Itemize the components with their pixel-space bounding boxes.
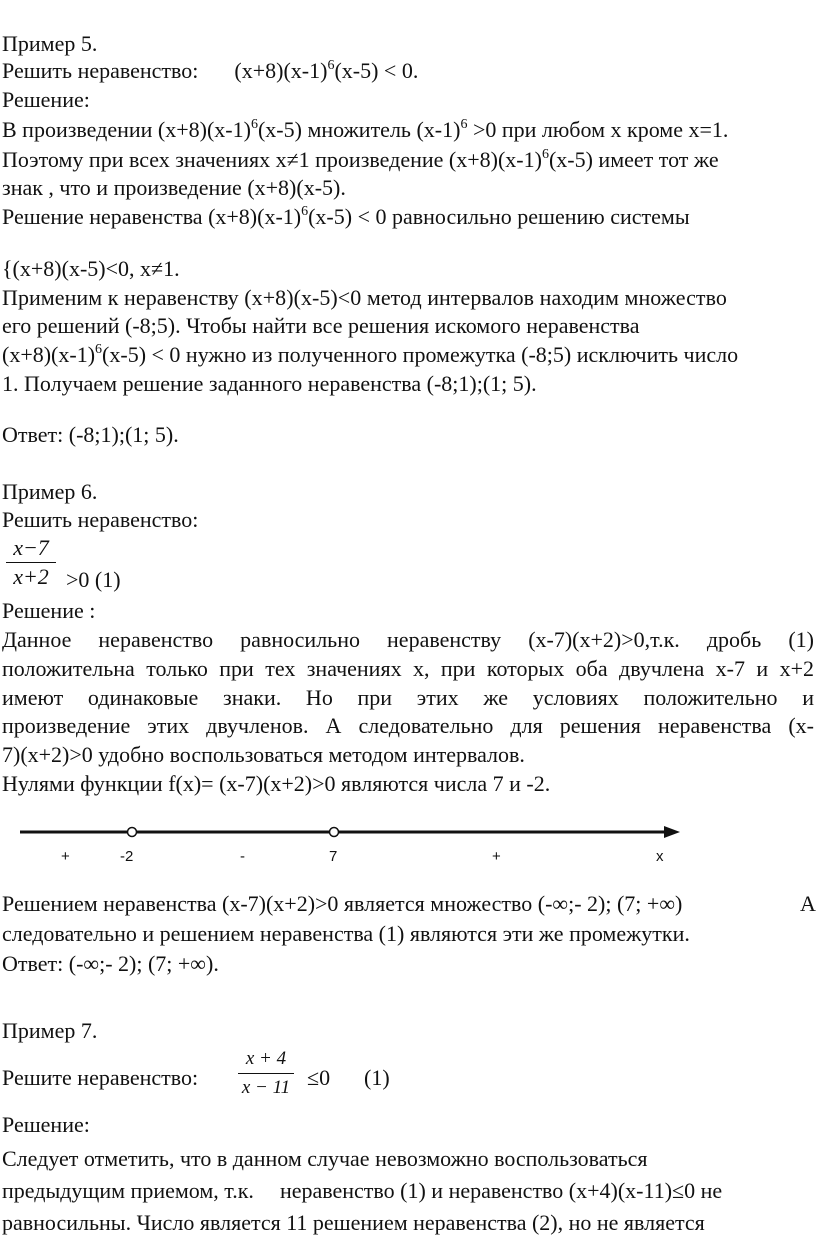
example6-fraction: x−7 x+2 (6, 536, 56, 589)
number-line-label: 7 (329, 848, 338, 865)
number-line-arrow (664, 826, 680, 838)
number-line-label: -2 (120, 848, 134, 865)
example6-text-line: Решением неравенства (x-7)(x+2)>0 является множество (-∞;- 2); (7; +∞) (2, 891, 683, 916)
example5-answer: Ответ: (-8;1);(1; 5). (2, 422, 179, 447)
example5-task: Решить неравенство: $(x+8)(x-1)^6(x-5) < 0$. (2, 57, 419, 83)
example5-text-line: знак , что и произведение (x+8)(x-5). (2, 175, 346, 200)
example6-solution-label: Решение : (2, 598, 96, 623)
number-line-sign: - (240, 848, 245, 865)
example7-task-rhs: ≤0 (307, 1065, 331, 1090)
example6-text-line: положительна только при тех значениях x, при которых оба двучлена x-7 и x+2 (2, 656, 814, 681)
example6-text-line: А (800, 891, 816, 916)
number-line-sign: + (492, 848, 501, 865)
example6-text-line: 7)(x+2)>0 удобно воспользоваться методом интервалов. (2, 742, 525, 767)
example5-text-line: его решений (-8;5). Чтобы найти все решения искомого неравенства (2, 313, 640, 338)
example6-title: Пример 6. (2, 479, 98, 504)
example5-task-label: Решить неравенство: (2, 58, 199, 83)
example6-task-label: Решить неравенство: (2, 507, 199, 532)
example6-zeros: Нулями функции f(x)= (x-7)(x+2)>0 являются числа 7 и -2. (2, 771, 551, 796)
example7-solution-label: Решение: (2, 1112, 90, 1137)
example6-text-line: Данное неравенство равносильно неравенству (x-7)(x+2)>0,т.к. дробь (1) (2, 627, 814, 652)
number-line-label: x (656, 848, 664, 865)
example6-text-line: следовательно и решением неравенства (1) являются эти же промежутки. (2, 921, 690, 946)
example5-system: {(x+8)(x-5)<0, x≠1. (2, 256, 180, 281)
example5-text-line: Поэтому при всех значениях x≠1 произведение $(x+8)(x-1)^6(x-5)$ имеет тот же (2, 146, 719, 172)
number-line-point (128, 828, 137, 837)
example7-task-label: Решите неравенство: (2, 1065, 199, 1090)
example6-answer: Ответ: (-∞;- 2); (7; +∞). (2, 951, 219, 976)
example6-task-rhs: >0 (1) (66, 567, 121, 592)
example5-text-line: Решение неравенства $(x+8)(x-1)^6(x-5) < 0$ равносильно решению системы (2, 203, 690, 229)
example5-text-line: Применим к неравенству (x+8)(x-5)<0 метод интервалов находим множество (2, 285, 727, 310)
example7-fraction: x + 4 x − 11 (238, 1047, 294, 1100)
example7-text-line: равносильны. Число является 11 решением неравенства (2), но не является (2, 1210, 705, 1235)
example5-text-line: В произведении $(x+8)(x-1)^6(x-5)$ множитель $(x-1)^6 >0$ при любом x кроме x=1. (2, 116, 729, 142)
example7-text-line: предыдущим приемом, т.к. неравенство (1) и неравенство (x+4)(x-11)≤0 не (2, 1178, 723, 1203)
example7-task-number: (1) (364, 1065, 390, 1090)
number-line-point (330, 828, 339, 837)
example7-title: Пример 7. (2, 1018, 98, 1043)
number-line-sign: + (61, 848, 70, 865)
example7-text-line: Следует отметить, что в данном случае невозможно воспользоваться (2, 1146, 648, 1171)
example5-text-line: 1. Получаем решение заданного неравенства (-8;1);(1; 5). (2, 371, 537, 396)
example6-text-line: произведение этих двучленов. А следовательно для решения неравенства (x- (2, 713, 814, 738)
example5-title: Пример 5. (2, 31, 98, 56)
example5-text-line: $(x+8)(x-1)^6(x-5) < 0$ нужно из полученного промежутка (-8;5) исключить число (2, 341, 739, 367)
example5-solution-label: Решение: (2, 87, 90, 112)
example6-text-line: имеют одинаковые знаки. Но при этих же условиях положительно и (2, 685, 814, 710)
